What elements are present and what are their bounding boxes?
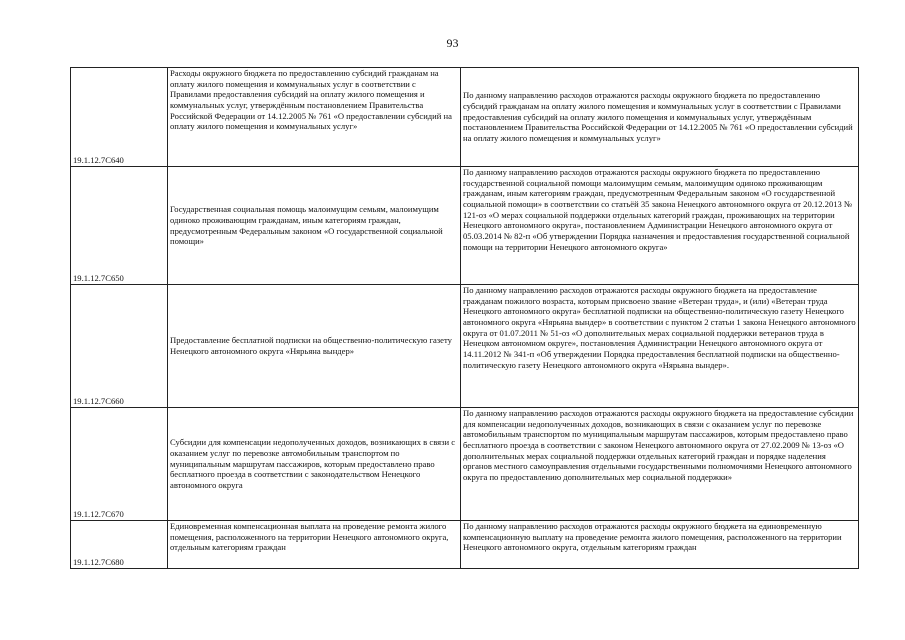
row-name: Государственная социальная помощь малоимущим семьям, малоимущим одиноко проживающим гражданам, иным категориям граждан, предусмотренным Федеральным законом «О государственной социальной помощи» [168, 167, 461, 285]
row-code: 19.1.12.7С640 [71, 68, 168, 167]
row-code: 19.1.12.7С680 [71, 521, 168, 569]
row-name: Единовременная компенсационная выплата на проведение ремонта жилого помещения, расположенного на территории Ненецкого автономного округа, отдельным категориям граждан [168, 521, 461, 569]
row-description: По данному направлению расходов отражаются расходы окружного бюджета на предоставление гражданам пожилого возраста, которым присвоено звание «Ветеран труда», и (или) «Ветеран труда Ненецкого автономного округа» бесплатной подписки на общественно-политическую газету Ненецкого автономного округа «Нярьяна вындер» в соответствии с пунктом 2 статьи 1 закона Ненецкого автономного округа от 01.07.2011 № 51-оз «О дополнительных мерах социальной поддержки ветеранов труда в Ненецком автономном округе», постановления Администрации Ненецкого автономного округа от 14.11.2012 № 341-п «Об утверждении Порядка предоставления бесплатной подписки на общественно-политическую газету Ненецкого автономного округа «Нярьяна вындер». [461, 285, 859, 408]
row-description: По данному направлению расходов отражаются расходы окружного бюджета на единовременную компенсационную выплату на проведение ремонта жилого помещения, расположенного на территории Ненецкого автономного округа, отдельным категориям граждан [461, 521, 859, 569]
row-code: 19.1.12.7С650 [71, 167, 168, 285]
row-description: По данному направлению расходов отражаются расходы окружного бюджета по предоставлению государственной социальной помощи малоимущим семьям, малоимущим одиноко проживающим гражданам, иным категориям граждан, предусмотренным Федеральным законом «О государственной социальной помощи» в соответствии со статьёй 35 закона Ненецкого автономного округа от 20.12.2013 № 121-оз «О мерах социальной поддержки отдельных категорий граждан, проживающих на территории Ненецкого автономного округа», постановлением Администрации Ненецкого автономного округа от 05.03.2014 № 82-п «Об утверждении Порядка назначения и предоставления государственной социальной помощи на территории Ненецкого автономного округа» [461, 167, 859, 285]
row-code: 19.1.12.7С660 [71, 285, 168, 408]
row-name: Субсидии для компенсации недополученных доходов, возникающих в связи с оказанием услуг по перевозке автомобильным транспортом по муниципальным маршрутам пассажиров, которым предоставлено право бесплатного проезда в соответствии с законодательством Ненецкого автономного округа [168, 408, 461, 521]
page-number: 93 [446, 36, 459, 50]
row-name: Предоставление бесплатной подписки на общественно-политическую газету Ненецкого автономного округа «Нярьяна вындер» [168, 285, 461, 408]
table-row [71, 408, 859, 521]
table-row [71, 68, 859, 167]
table-row [71, 521, 859, 569]
row-description: По данному направлению расходов отражаются расходы окружного бюджета на предоставление субсидии для компенсации недополученных доходов, возникающих в связи с оказанием услуг по перевозке автомобильным транспортом по муниципальным маршрутам пассажиров, которым предоставлено право бесплатного проезда в соответствии с законом Ненецкого автономного округа от 27.02.2009 № 13-оз «О дополнительных мерах социальной поддержки отдельных категорий граждан и порядке наделения органов местного самоуправления отдельными государственными полномочиями Ненецкого автономного округа по предоставлению дополнительных мер социальной поддержки» [461, 408, 859, 521]
table-row [71, 167, 859, 285]
row-code: 19.1.12.7С670 [71, 408, 168, 521]
table-row [71, 285, 859, 408]
row-description: По данному направлению расходов отражаются расходы окружного бюджета по предоставлению субсидий гражданам на оплату жилого помещения и коммунальных услуг в соответствии с Правилами предоставления субсидий на оплату жилого помещения и коммунальных услуг, утверждённым постановлением Правительства Российской Федерации от 14.12.2005 № 761 «О предоставлении субсидий на оплату жилого помещения и коммунальных услуг» [461, 68, 859, 167]
budget-classification-table [70, 67, 859, 569]
row-name: Расходы окружного бюджета по предоставлению субсидий гражданам на оплату жилого помещения и коммунальных услуг в соответствии с Правилами предоставления субсидий на оплату жилого помещения и коммунальных услуг, утверждённым постановлением Правительства Российской Федерации от 14.12.2005 № 761 «О предоставлении субсидий на оплату жилого помещения и коммунальных услуг» [168, 68, 461, 167]
